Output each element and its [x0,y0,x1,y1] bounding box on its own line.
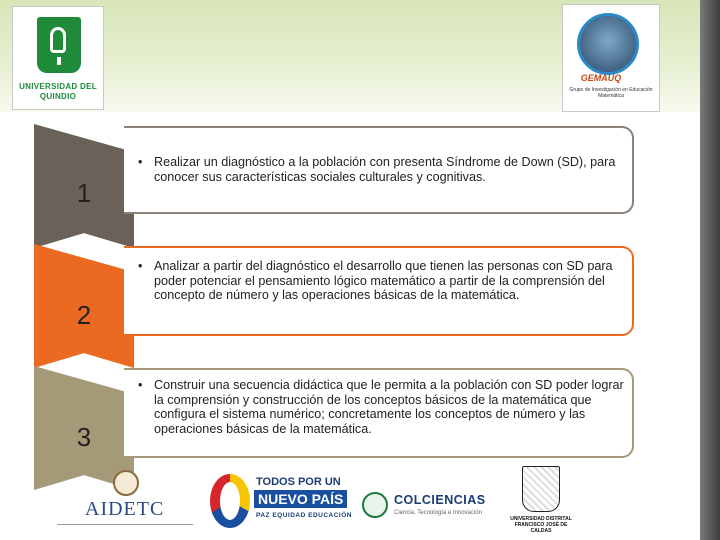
step-1-number: 1 [76,178,92,208]
udistrital-shield-icon [522,466,560,512]
aidetc-logo-text: AIDETC [85,498,165,520]
step-2-number: 2 [76,300,92,330]
udistrital-name: UNIVERSIDAD DISTRITAL FRANCISCO JOSÉ DE CALDAS [510,516,572,534]
colciencias-tagline: Ciencia, Tecnología e Innovación [394,510,482,516]
aidetc-emblem-icon [113,470,139,496]
nuevo-pais-line2: NUEVO PAÍS [254,490,347,508]
step-3-number: 3 [76,422,92,452]
colciencias-seal-icon [362,492,388,518]
aidetc-logo [55,470,195,530]
step-1-box [124,126,634,214]
todos-por-un-nuevo-pais-logo [208,470,358,532]
universidad-distrital-logo [508,466,574,532]
gemauq-emblem-icon [577,13,639,75]
nuevo-pais-mark-icon [210,474,250,528]
gemauq-logo-subtitle: Grupo de Investigación en Educación Matemática [569,87,653,99]
step-3-box [124,368,634,458]
step-1-text: • Realizar un diagnóstico a la población con presenta Síndrome de Down (SD), para conocer sus características sociales culturales y cognitivas. [154,155,624,184]
nuevo-pais-line3: PAZ EQUIDAD EDUCACIÓN [256,512,352,519]
universidad-del-quindio-logo [12,6,104,110]
gemauq-logo-name: GEMAUQ [580,73,622,83]
step-3-text: • Construir una secuencia didáctica que le permita a la población con SD poder lograr la comprensión y construcción de los conceptos básicos de la matemática que configura el sistema numérico; concretamente los conceptos de número y las operaciones básicas de la matemática. [154,378,624,436]
colciencias-logo [362,490,486,522]
step-2-box [124,246,634,336]
nuevo-pais-line1: TODOS POR UN [256,476,341,488]
uq-logo-text: UNIVERSIDAD DEL QUINDIO [19,82,97,101]
footer-logos [0,462,700,540]
colciencias-name: COLCIENCIAS [394,493,486,507]
uq-shield-icon [37,17,81,73]
step-2-text: • Analizar a partir del diagnóstico el desarrollo que tienen las personas con SD para poder potenciar el pensamiento lógico matemático a partir de la comprensión del concepto de número y las operaciones básicas de la matemática. [154,259,624,303]
gemauq-logo [562,4,660,112]
right-side-strip [700,0,720,540]
